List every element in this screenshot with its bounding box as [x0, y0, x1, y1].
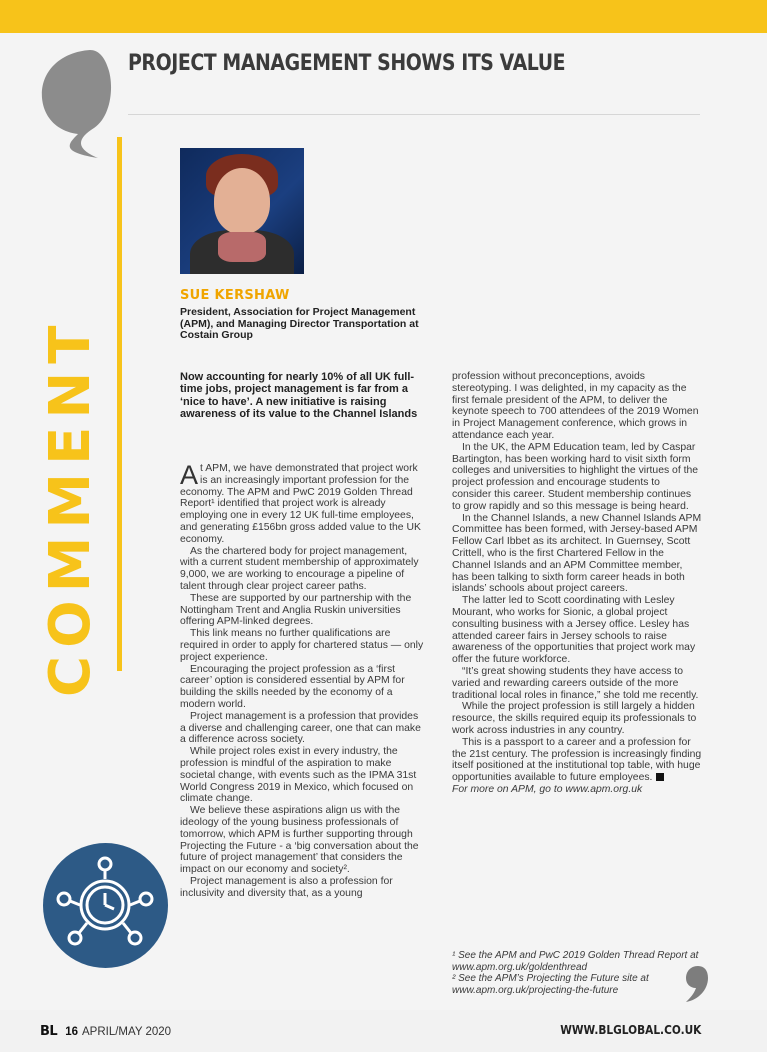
top-accent-bar — [0, 0, 767, 33]
drop-cap: A — [180, 460, 199, 490]
title-divider — [128, 114, 700, 115]
footnotes — [452, 950, 702, 996]
section-label: COMMENT — [38, 317, 103, 697]
paragraph: Project management is a profession that provides a diverse and challenging career, one that can make a difference across society. — [180, 710, 421, 746]
page-title: PROJECT MANAGEMENT SHOWS ITS VALUE — [128, 51, 566, 76]
paragraph: Encouraging the project profession as a ‘first career’ option is considered essential by APM for building the skills needed by the economy of a modern world. — [180, 663, 405, 710]
article-column-2 — [452, 371, 702, 796]
paragraph: In the UK, the APM Education team, led by Caspar Bartington, has been working hard to visit sixth form colleges and universities to highlight the virtues of the project profession and encourage students to consider this career. Student membership continues to grow rapidly and so this message is being heard. — [452, 441, 699, 512]
paragraph: As the chartered body for project management, with a current student membership of approximately 9,000, we are working to encourage a pipeline of talent through clear project career paths. — [180, 545, 419, 592]
article-standfirst: Now accounting for nearly 10% of all UK full-time jobs, project management is far from a ‘nice to have’. A new initiative is raising awareness of its value to the Channel Islands — [180, 371, 418, 421]
footnote: ¹ See the APM and PwC 2019 Golden Thread Report at www.apm.org.uk/goldenthread — [452, 950, 699, 973]
page-number: 16 — [65, 1026, 78, 1038]
paragraph: “It’s great showing students they have access to varied and rewarding careers outside of the more traditional local roles in finance,” she told me recently. — [452, 665, 699, 701]
paragraph: These are supported by our partnership with the Nottingham Trent and Anglia Ruskin universities offering APM-linked degrees. — [180, 592, 412, 628]
paragraph: This link means no further qualifications are required in order to apply for chartered status — only project experience. — [180, 628, 424, 663]
close-quote-icon — [684, 964, 710, 1004]
clock-network-icon — [43, 843, 168, 968]
vertical-accent-bar — [117, 137, 122, 671]
article-column-1 — [180, 460, 425, 899]
open-quote-icon — [38, 48, 112, 160]
footnote: ² See the APM’s Projecting the Future site at www.apm.org.uk/projecting-the-future — [452, 973, 649, 996]
author-role: President, Association for Project Management (APM), and Managing Director Transportation at Costain Group — [180, 306, 419, 341]
author-photo — [180, 148, 304, 274]
paragraph: We believe these aspirations align us with the ideology of the young business professionals of tomorrow, which APM is further supporting through Projecting the Future - a ‘big conversation about the future of project management’ that considers the impact on our economy and society². — [180, 805, 419, 876]
paragraph: While project roles exist in every industry, the profession is mindful of the aspiration to make societal change, with events such as the IPMA 31st World Congress 2019 in Mexico, which focused on climate change. — [180, 746, 417, 805]
paragraph: The latter led to Scott coordinating with Lesley Mourant, who works for Sionic, a global project consulting business with a Jersey office. Lesley has attended career fairs in Jersey schools to raise awareness of the opportunities that project work may offer the future workforce. — [452, 595, 696, 666]
author-name: SUE KERSHAW — [180, 288, 290, 303]
magazine-logo: BL — [40, 1024, 58, 1039]
issue-date: APRIL/MAY 2020 — [82, 1026, 172, 1038]
paragraph: profession without preconceptions, avoids stereotyping. I was delighted, in my capacity as the first female president of the APM, to deliver the keynote speech to 700 attendees of the 2019 Women in Project Management conference, which grows in attendance each year. — [452, 371, 699, 441]
website-link[interactable]: WWW.BLGLOBAL.CO.UK — [559, 1023, 701, 1037]
paragraph: While the project profession is still largely a hidden resource, the skills required equip its professionals to work across industries in any country. — [452, 701, 697, 736]
paragraph: At APM, we have demonstrated that project work is an increasingly important profession for the economy. The APM and PwC 2019 Golden Thread Report¹ identified that project work is already employing one in every 12 UK full-time employees, and generating £156bn gross added value to the UK economy. — [180, 460, 421, 545]
paragraph: In the Channel Islands, a new Channel Islands APM Committee has been formed, with Jersey-based APM Fellow Carl Ibbet as its architect. In Guernsey, Scott Crittell, who is the first Chartered Fellow in the Channel Islands and an APM Committee member, has been talking to sixth form career heads in both islands’ schools about project careers. — [452, 512, 702, 595]
paragraph: Project management is also a profession for inclusivity and diversity that, as a young — [180, 875, 393, 899]
more-info-line: For more on APM, go to www.apm.org.uk — [452, 783, 643, 795]
end-mark-icon — [656, 773, 664, 781]
footer-left — [40, 1024, 171, 1039]
paragraph: This is a passport to a career and a profession for the 21st century. The profession is increasingly finding itself positioned at the institutional top table, with huge opportunities available to future employees. — [452, 736, 702, 784]
